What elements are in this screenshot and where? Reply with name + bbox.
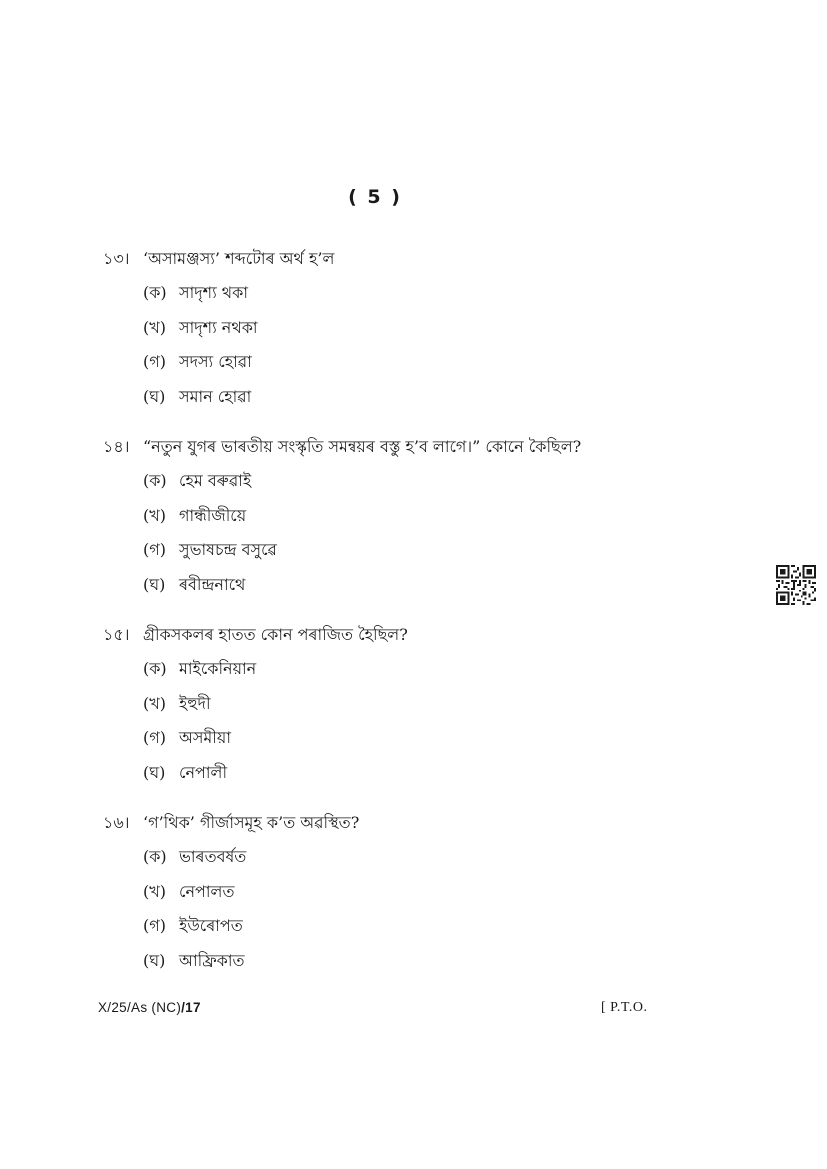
option-text: মাইকেনিয়ান bbox=[179, 659, 257, 678]
qr-code-icon bbox=[776, 565, 816, 605]
option-label: (খ) bbox=[143, 693, 166, 713]
option-text: ভাৰতবৰ্ষত bbox=[179, 847, 247, 866]
question-text: ‘গ’থিক’ গীৰ্জাসমূহ ক’ত অৱস্থিত? bbox=[143, 813, 360, 832]
question-number: ১৫। bbox=[103, 625, 130, 644]
option-label: (গ) bbox=[143, 916, 166, 935]
question-text: ‘অসামঞ্জস্য’ শব্দটোৰ অৰ্থ হ’ল bbox=[143, 249, 335, 268]
option bbox=[143, 762, 743, 784]
option-text: সাদৃশ্য থকা bbox=[179, 283, 249, 302]
question-number: ১৩। bbox=[103, 249, 130, 268]
option bbox=[143, 351, 743, 373]
option-text: ইউৰোপত bbox=[179, 916, 243, 935]
option-text: হেম বৰুৱাই bbox=[179, 471, 252, 490]
option bbox=[143, 317, 743, 339]
option bbox=[143, 693, 743, 715]
option-label: (ক) bbox=[143, 847, 167, 866]
question-text: গ্ৰীকসকলৰ হাতত কোন পৰাজিত হৈছিল? bbox=[143, 625, 408, 644]
option-text: সমান হোৱা bbox=[179, 386, 252, 406]
page-number: ( 5 ) bbox=[348, 186, 402, 208]
option-label: (ঘ) bbox=[143, 574, 166, 594]
question-number: ১৪। bbox=[103, 437, 130, 456]
pto-label: [ P.T.O. bbox=[601, 1000, 648, 1015]
option-text: গান্ধীজীয়ে bbox=[179, 505, 247, 525]
option-text: অসমীয়া bbox=[179, 728, 231, 747]
paper-code-prefix: X/25/As (NC) bbox=[98, 1000, 182, 1015]
paper-code bbox=[98, 1000, 201, 1015]
option-label: (খ) bbox=[143, 881, 166, 901]
option-text: সদস্য হোৱা bbox=[179, 352, 252, 371]
option bbox=[143, 574, 743, 596]
options-list bbox=[143, 846, 743, 972]
option-text: নেপালী bbox=[179, 762, 228, 782]
option-label: (খ) bbox=[143, 317, 166, 337]
option bbox=[143, 386, 743, 408]
option-label: (ঘ) bbox=[143, 950, 166, 970]
option-text: ইহুদী bbox=[179, 693, 211, 713]
question-14 bbox=[103, 436, 743, 608]
option-label: (গ) bbox=[143, 352, 166, 371]
option bbox=[143, 539, 743, 561]
option-label: (ঘ) bbox=[143, 762, 166, 782]
question-text: “নতুন যুগৰ ভাৰতীয় সংস্কৃতি সমন্বয়ৰ বস্তু হ’ব লাগে।” কোনে কৈছিল? bbox=[143, 437, 582, 456]
options-list bbox=[143, 658, 743, 784]
question-13 bbox=[103, 248, 743, 420]
option-label: (ঘ) bbox=[143, 386, 166, 406]
option-text: নেপালত bbox=[179, 881, 235, 901]
question-15 bbox=[103, 624, 743, 796]
option bbox=[143, 658, 743, 680]
paper-code-suffix: /17 bbox=[181, 1000, 201, 1015]
option-text: সুভাষচন্দ্ৰ বসুৱে bbox=[179, 540, 277, 559]
option bbox=[143, 950, 743, 972]
question-16 bbox=[103, 812, 743, 984]
option bbox=[143, 727, 743, 749]
option-label: (ক) bbox=[143, 659, 167, 678]
options-list bbox=[143, 470, 743, 596]
option bbox=[143, 282, 743, 304]
option-text: সাদৃশ্য নথকা bbox=[179, 317, 258, 337]
option bbox=[143, 470, 743, 492]
options-list bbox=[143, 282, 743, 408]
option-text: ৰবীন্দ্ৰনাথে bbox=[179, 574, 246, 594]
option bbox=[143, 881, 743, 903]
option-label: (ক) bbox=[143, 283, 167, 302]
option-label: (গ) bbox=[143, 728, 166, 747]
option-label: (ক) bbox=[143, 471, 167, 490]
option bbox=[143, 505, 743, 527]
question-number: ১৬। bbox=[103, 813, 130, 832]
option-text: আফ্ৰিকাত bbox=[179, 950, 245, 970]
option bbox=[143, 846, 743, 868]
option-label: (খ) bbox=[143, 505, 166, 525]
option bbox=[143, 915, 743, 937]
option-label: (গ) bbox=[143, 540, 166, 559]
